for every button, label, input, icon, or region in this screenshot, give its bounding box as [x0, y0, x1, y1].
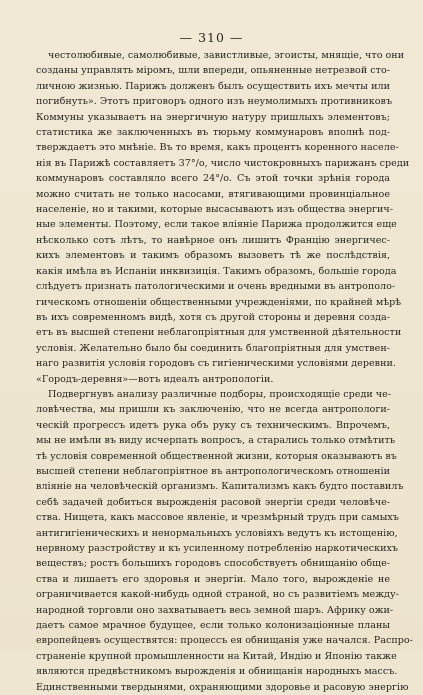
text-line: тверждаетъ это мнѣніе. Въ то время, какъ процентъ коренного населе-	[36, 142, 399, 154]
text-line: личною жизнью. Парижъ долженъ былъ осуществить ихъ мечты или	[36, 80, 390, 92]
text-line: вліяніе на человѣческій организмъ. Капитализмъ какъ будто поставилъ	[36, 481, 404, 493]
text-line: гическомъ отношеніи общественными учрежденіями, по крайней мѣрѣ	[36, 296, 402, 308]
text-line: нервному разстройству и къ усиленному потребленію наркотическихъ	[36, 543, 399, 554]
text-line: наго развитія условія городовъ съ гигіеническими условіями деревни.	[36, 358, 396, 370]
text-line: погибнуть». Этотъ приговоръ одного изъ неумолимыхъ противниковъ	[36, 96, 393, 108]
text-line: ловѣчества, мы пришли къ заключенію, что не всегда антропологи-	[36, 404, 390, 416]
text-line: созданы управлять міромъ, шли впереди, опьяненные нетрезвой сто-	[36, 65, 390, 77]
text-line: кихъ элементовъ и такимъ образомъ вызоветъ тѣ же послѣдствія,	[36, 250, 390, 262]
text-line: высшей степени неблагопріятное въ антропологическомъ отношеніи	[36, 465, 390, 477]
text-line: тѣ условія современной общественной жизни, которыя оказываютъ въ	[36, 450, 397, 462]
text-line: можно считать не только насосами, втягивающими провинціальное	[36, 188, 390, 200]
text-line: мы не имѣли въ виду исчерпать вопросъ, а старались только отмѣтить	[36, 435, 396, 447]
text-line: статистика же заключенныхъ въ тюрьму коммунаровъ вполнѣ под-	[36, 127, 390, 139]
text-line: веществъ; ростъ большихъ городовъ способствуетъ обнищанію обще-	[36, 558, 390, 570]
text-line: честолюбивые, самолюбивые, завистливые, эгоисты, мнящіе, что они	[48, 50, 405, 61]
text-line: условія. Желательно было бы соединить благопріятныя для умствен-	[36, 342, 390, 354]
page-body-text	[36, 48, 413, 695]
paragraph	[36, 387, 413, 695]
text-line: коммунаровъ составляло всего 24°/о. Съ этой точки зрѣнія города	[36, 173, 390, 185]
text-line: антигигіеническихъ и ненормальныхъ условіяхъ ведутъ къ истощенію,	[36, 527, 398, 539]
paragraph	[36, 48, 410, 387]
text-line: нія въ Парижѣ составляетъ 37°/о, число чистокровныхъ парижанъ среди	[36, 157, 410, 169]
text-line: ства и лишаетъ его здоровья и энергіи. Мало того, вырожденіе не	[36, 573, 390, 585]
text-line: какія имѣла въ Испаніи инквизиція. Такимъ образомъ, большіе города	[36, 265, 397, 277]
text-line: етъ въ высшей степени неблагопріятныя для умственной дѣятельности	[36, 327, 402, 339]
text-line: даетъ самое мрачное будущее, если только колонизаціонные планы	[36, 620, 390, 632]
text-line: ства. Нищета, какъ массовое явленіе, и чрезмѣрный трудъ при самыхъ	[36, 512, 399, 524]
text-line: ные элементы. Поэтому, если такое вліяніе Парижа продолжится еще	[36, 219, 397, 231]
text-line: Подвергнувъ анализу различные подборы, происходящіе среди че-	[48, 388, 392, 400]
text-line: нѣсколько сотъ лѣтъ, то навѣрное онъ лишитъ Францію энергичес-	[36, 234, 390, 246]
text-line: ограничивается какой-нибудь одной страной, но съ развитіемъ между-	[36, 589, 399, 601]
text-line: населеніе, но и такими, которые высасываютъ изъ общества энергич-	[36, 204, 394, 216]
text-line: «Городъ-деревня»—вотъ идеалъ антропологіи.	[36, 373, 274, 385]
text-line: Единственными твердынями, охраняющими здоровье и расовую энергію	[36, 681, 409, 693]
text-line: европейцевъ осуществятся: процессъ ея обнищанія уже начался. Распро-	[36, 635, 413, 647]
text-line: ческій прогрессъ идетъ рука объ руку съ техническимъ. Впрочемъ,	[36, 419, 390, 431]
text-line: страненіе крупной промышленности на Китай, Индію и Японію также	[36, 650, 397, 662]
text-line: въ ихъ современномъ видѣ, хотя съ другой стороны и деревня созда-	[36, 311, 390, 323]
text-line: себѣ задачей добиться вырожденія расовой энергіи среди человѣче-	[36, 496, 390, 508]
text-line: народной торговли оно захватываетъ весь земной шаръ. Африку ожи-	[36, 604, 394, 616]
text-line: являются предвѣстникомъ вырожденія и обнищанія народныхъ массъ.	[36, 666, 398, 678]
page-number: — 310 —	[179, 30, 244, 45]
text-line: Коммуны указываетъ на энергичную натуру пришлыхъ элементовъ;	[36, 111, 390, 123]
text-line: слѣдуетъ признать патологическими и очень вредными въ антрополо-	[36, 281, 396, 293]
